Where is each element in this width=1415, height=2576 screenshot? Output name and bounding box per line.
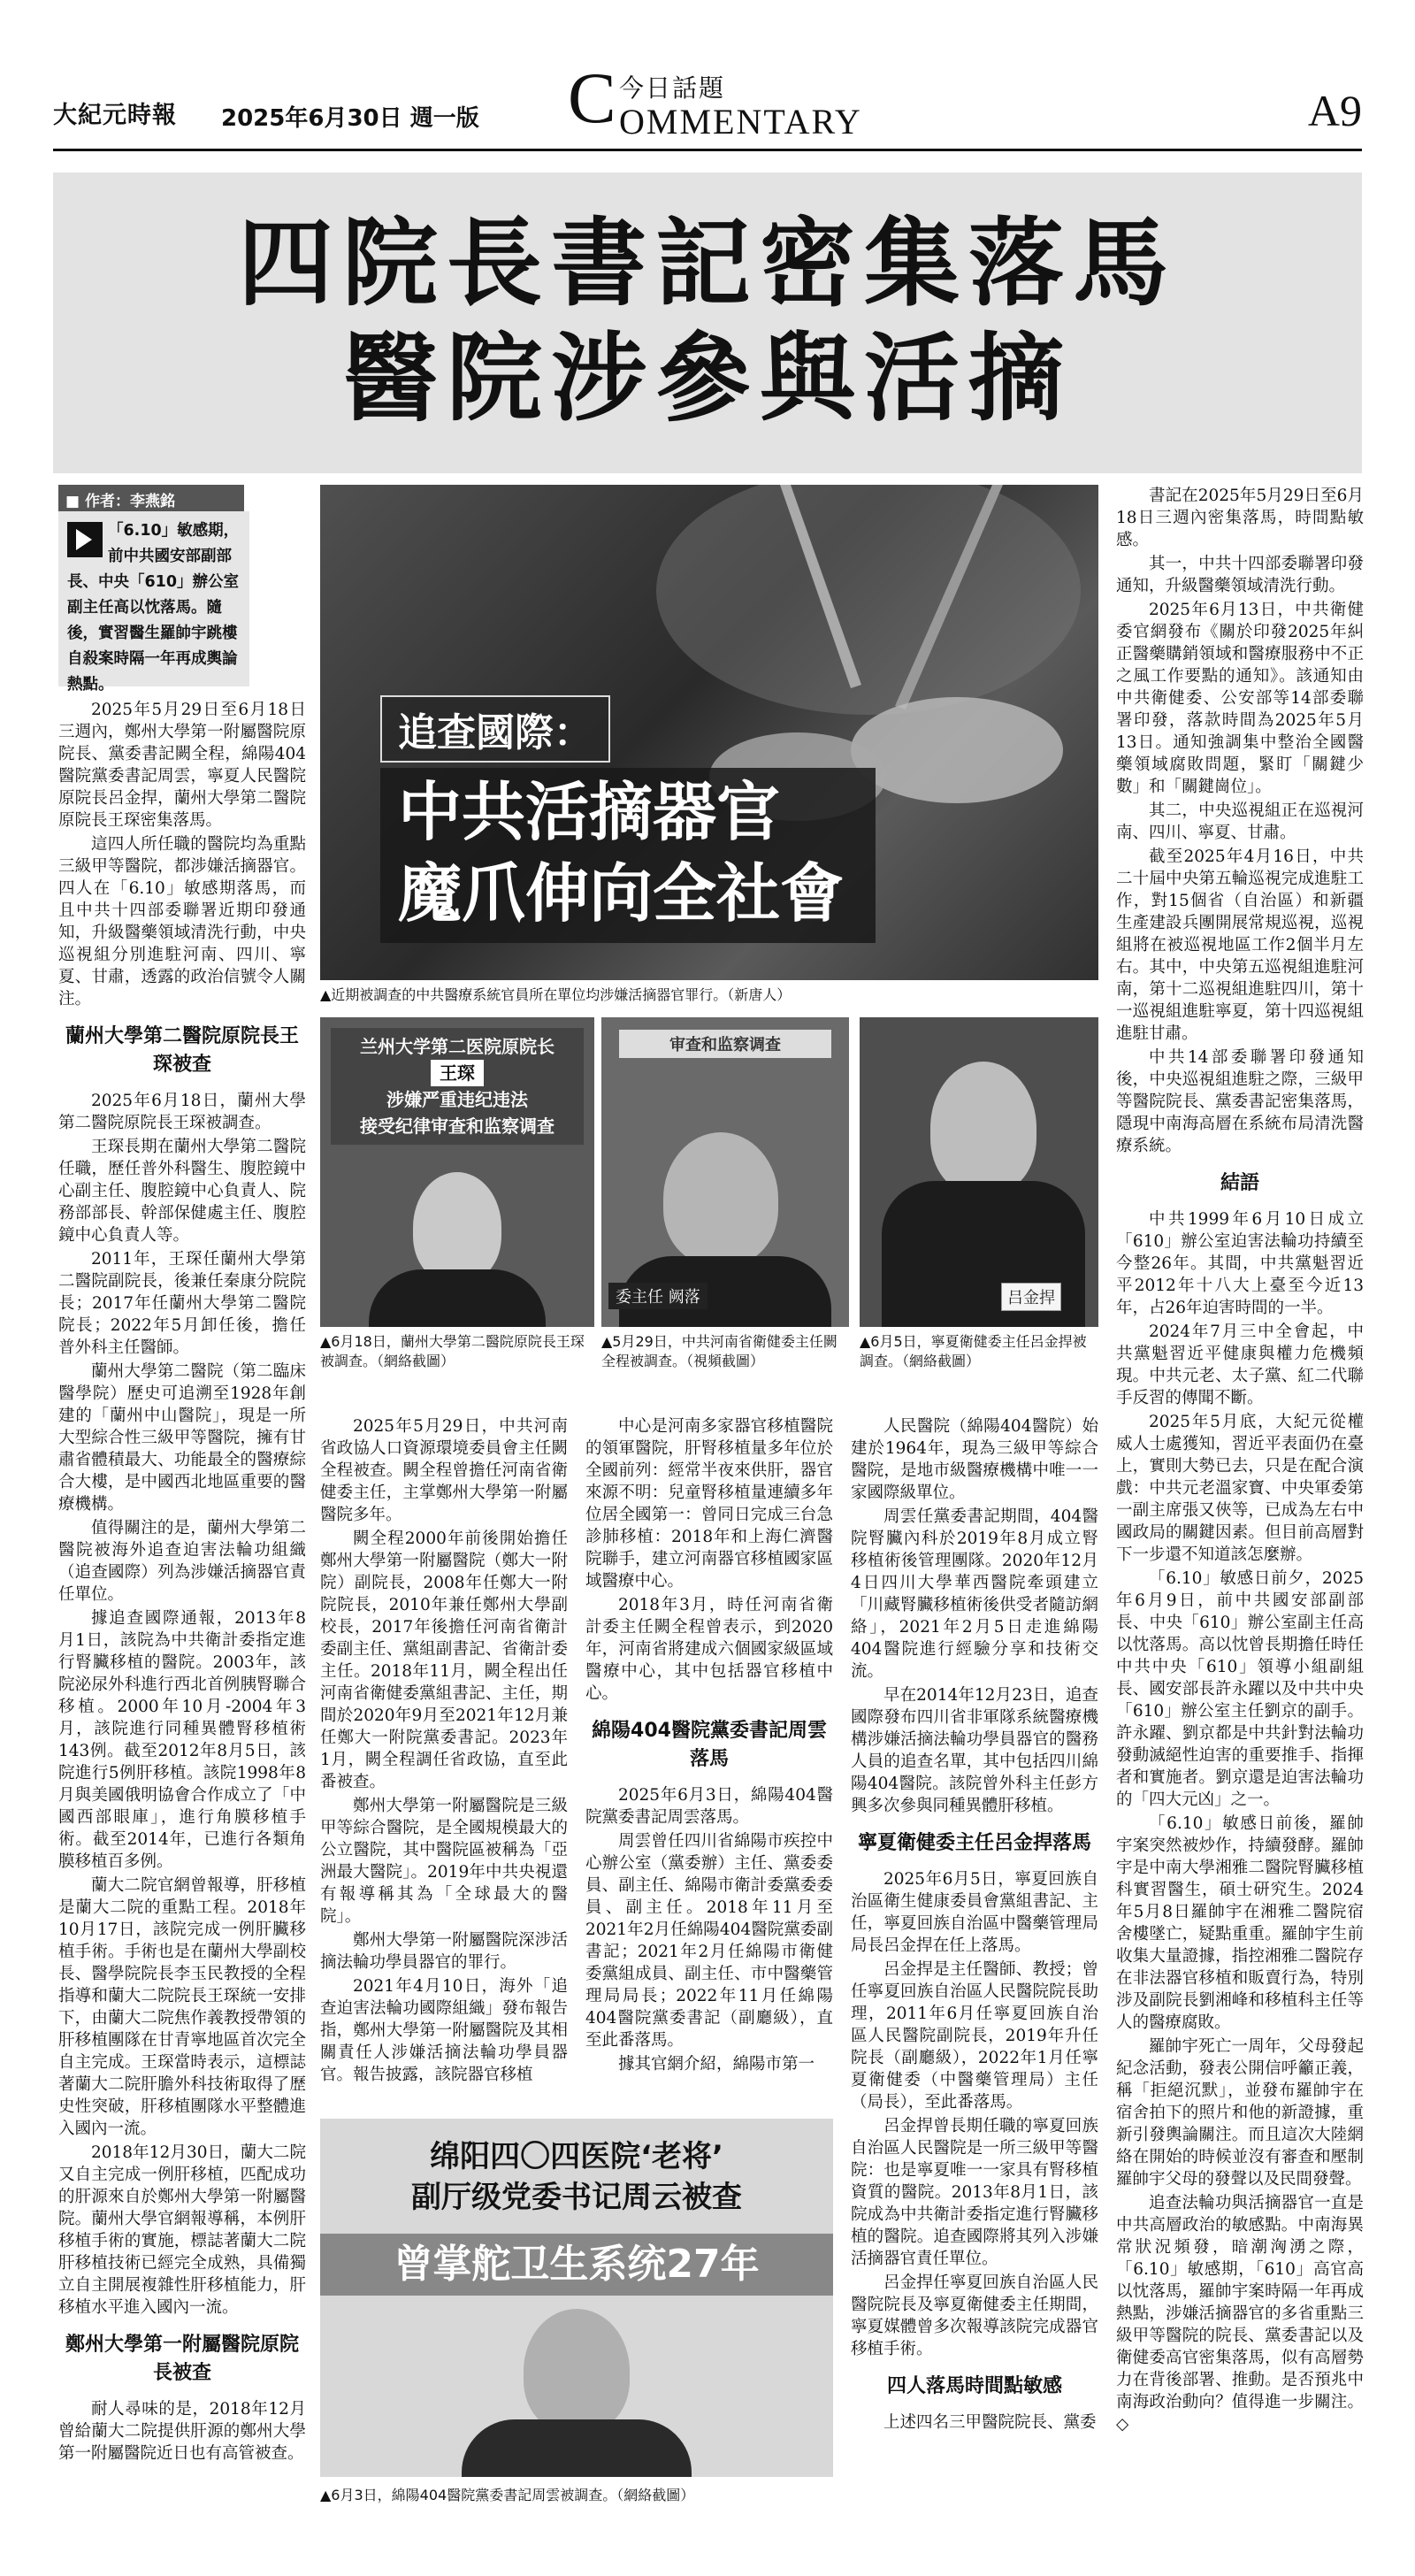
photo-caption: ▲6月3日，綿陽404醫院黨委書記周雲被調查。（網絡截圖） (320, 2487, 695, 2503)
paragraph: 2025年6月18日，蘭州大學第二醫院原院長王琛被調查。 (58, 1092, 306, 1132)
headline-line-1: 四院長書記密集落馬 (237, 208, 1177, 319)
page-number: A9 (1307, 86, 1362, 135)
paragraph: 鄭州大學第一附屬醫院深涉活摘法輪功學員器官的罪行。 (320, 1931, 568, 1972)
lead-text: 「6.10」敏感期，前中共國安部副部長、中央「610」辦公室副主任高以忱落馬。隨後，實習醫生羅帥宇跳樓自殺案時隔一年再成輿論熱點。 (67, 522, 240, 694)
surgery-light (656, 485, 1081, 715)
banner-name: 王琛 (431, 1060, 484, 1086)
paragraph: 耐人尋味的是，2018年12月曾給蘭大二院提供肝源的鄭州大學第一附屬醫院近日也有高管被查。 (58, 2400, 306, 2463)
newspaper-name: 大紀元時報 (53, 102, 177, 129)
banner-line: 涉嫌严重违纪违法 (386, 1089, 528, 1110)
paragraph: 書記在2025年5月29日至6月18日三週內密集落馬，時間點敏感。 (1116, 487, 1364, 549)
section-name-en: OMMENTARY (619, 102, 862, 142)
paragraph: 人民醫院（綿陽404醫院）始建於1964年，現為三級甲等綜合醫院，是地市級醫療機構中唯一一家國際級單位。 (851, 1417, 1098, 1502)
paragraph: 周雲曾任四川省綿陽市疾控中心辦公室（黨委辦）主任、黨委委員、副主任、綿陽市衛計委黨委委員、副主任。2018年11月至2021年2月任綿陽404醫院黨委副書記；2021年2月任綿陽市衛健委黨組成員、副主任、市中醫藥管理局局長；2022年11月任綿陽404醫院黨委書記（副廳級），直至此番落馬。 (585, 1832, 833, 2050)
photo-que-quancheng (601, 1017, 849, 1327)
paragraph: 羅帥宇死亡一周年，父母發起紀念活動，發表公開信呼籲正義，稱「拒絕沉默」，並發布羅帥宇在宿舍拍下的照片和他的新證據，重新引發輿論關注。而且這次大陸網絡在開始的時候並沒有審查和壓制羅帥宇父母的發聲以及民間發聲。 (1116, 2037, 1364, 2189)
subheading: 四人落馬時間點敏感 (886, 2375, 1062, 2397)
banner-line: 兰州大学第二医院原院长 (360, 1036, 555, 1057)
subheading: 結語 (1220, 1172, 1259, 1194)
paragraph: 呂金捍是主任醫師、教授；曾任寧夏回族自治區人民醫院院長助理，2011年6月任寧夏回族自治區人民醫院副院長，2019年升任院長（副廳級），2022年1月任寧夏衛健委（中醫藥管理局）主任（局長），至此番落馬。 (851, 1960, 1098, 2112)
issue-date: 2025年6月30日 週一版 (221, 105, 479, 132)
photo-caption: ▲5月29日，中共河南省衛健委主任闕全程被調查。（視頻截圖） (601, 1333, 838, 1369)
paragraph: 2025年5月29日，中共河南省政協人口資源環境委員會主任闕全程被查。闕全程曾擔任河南省衛健委主任，主掌鄭州大學第一附屬醫院多年。 (320, 1417, 568, 1524)
paragraph: 早在2014年12月23日，追查國際發布四川省非軍隊系統醫療機構涉嫌活摘法輪功學員器官的醫務人員的追查名單，其中包括四川綿陽404醫院。該院曾外科主任彭方興多次參與同種異體肝移植。 (851, 1686, 1098, 1815)
paragraph: 2024年7月三中全會起，中共黨魁習近平健康與權力危機頻現。中共元老、太子黨、紅二代聯手反習的傳聞不斷。 (1116, 1322, 1364, 1407)
paragraph: 鄭州大學第一附屬醫院是三級甲等綜合醫院，是全國規模最大的公立醫院，其中醫院區被稱為「亞洲最大醫院」。2019年中共央視還有報導稱其為「全球最大的醫院」。 (320, 1797, 568, 1926)
paragraph: 2018年3月，時任河南省衛計委主任闕全程曾表示，到2020年，河南省將建成六個國家級區域醫療中心，其中包括器官移植中心。 (585, 1596, 833, 1703)
subheading: 寧夏衛健委主任呂金捍落馬 (857, 1832, 1091, 1854)
portrait-face (524, 2309, 630, 2433)
article-column-1 (58, 699, 306, 2466)
photo-banner (331, 1028, 584, 1145)
paragraph: 其二，中央巡視組正在巡視河南、四川、寧夏、甘肅。 (1116, 801, 1364, 842)
portrait-face (413, 1172, 501, 1283)
paragraph: 上述四名三甲醫院院長、黨委 (883, 2413, 1097, 2432)
paragraph: 「6.10」敏感日前夕，2025年6月9日，前中共國安部副部長、中央「610」辦公室副主任高以忱落馬。高以忱曾長期擔任時任中共中央「610」領導小組副組長、國安部長許永躍以及中共中央「610」辦公室主任劉京的副手。許永躍、劉京都是中共針對法輪功發動滅絕性迫害的重要推手、指揮者和實施者。劉京還是迫害法輪功的「四大元凶」之一。 (1116, 1569, 1364, 1809)
article-column-4 (851, 1415, 1098, 2435)
article-column-5 (1116, 485, 1364, 2437)
name-plate: 委主任 阙落 (608, 1283, 708, 1309)
photo-wang-chen (320, 1017, 594, 1327)
photo-title-line: 绵阳四〇四医院‘老将’ (430, 2139, 723, 2174)
photo-title (380, 768, 876, 943)
paragraph: 王琛長期在蘭州大學第二醫院任職，歷任普外科醫生、腹腔鏡中心副主任、腹腔鏡中心負責人、院務部部長、幹部保健處主任、腹腔鏡中心負責人等。 (58, 1138, 306, 1245)
paragraph: 周雲任黨委書記期間，404醫院腎臟內科於2019年8月成立腎移植術後管理團隊。2020年12月4日四川大學華西醫院牽頭建立「川藏腎臟移植術後供受者隨訪網絡」，2021年2月5日走進綿陽404醫院進行經驗分享和技術交流。 (851, 1507, 1098, 1681)
paragraph: 其一，中共十四部委聯署印發通知，升級醫藥領域清洗行動。 (1116, 555, 1364, 595)
photo-caption: ▲6月5日，寧夏衛健委主任呂金捍被調查。（網絡截圖） (860, 1333, 1087, 1369)
paragraph: 2021年4月10日，海外「追查迫害法輪功國際組織」發布報告指，鄭州大學第一附屬醫院及其相關責任人涉嫌活摘法輪功學員器官。報告披露，該院器官移植 (320, 1977, 568, 2084)
paragraph: 2025年6月5日，寧夏回族自治區衛生健康委員會黨組書記、主任，寧夏回族自治區中醫藥管理局局長呂金捍在任上落馬。 (851, 1870, 1098, 1955)
photo-caption: ▲6月18日，蘭州大學第二醫院原院長王琛被調查。（網絡截圖） (320, 1333, 585, 1369)
paragraph: 中共1999年6月10日成立「610」辦公室迫害法輪功持續至今整26年。其間，中共黨魁習近平2012年十八大上臺至今近13年，占26年迫害時間的一半。 (1116, 1210, 1364, 1317)
paragraph: 2025年6月13日，中共衛健委官網發布《關於印發2025年糾正醫藥購銷領域和醫療服務中不正之風工作要點的通知》。該通知由中共衛健委、公安部等14部委聯署印發，落款時間為2025年5月13日。通知強調集中整治全國醫藥領域腐敗問題，緊盯「關鍵少數」和「關鍵崗位」。 (1116, 601, 1364, 796)
paragraph: 蘭大二院官網曾報導，肝移植是蘭大二院的重點工程。2018年10月17日，該院完成一例肝臟移植手術。手術也是在蘭州大學副校長、醫學院院長李玉民教授的全程指導和蘭大二院院長王琛統一安排下，由蘭大二院焦作義教授帶領的肝移植團隊在甘青寧地區首次完全自主完成。王琛當時表示，這標誌著蘭大二院肝膽外科技術取得了歷史性突破，肝移植團隊水平整體進入國內一流。 (58, 1876, 306, 2138)
photo-title-line: 副厅级党委书记周云被查 (411, 2180, 742, 2215)
photo-title-line: 魔爪伸向全社會 (398, 856, 845, 931)
banner-line: 接受纪律审查和监察调查 (360, 1116, 555, 1137)
name-plate: 吕金捍 (1001, 1283, 1061, 1311)
photo-band: 曾掌舵卫生系统27年 (320, 2234, 833, 2296)
paragraph: 呂金捍任寧夏回族自治區人民醫院院長及寧夏衛健委主任期間，寧夏媒體曾多次報導該院完成器官移植手術。 (851, 2273, 1098, 2358)
paragraph: 呂金捍曾長期任職的寧夏回族自治區人民醫院是一所三級甲等醫院：也是寧夏唯一一家具有腎移植資質的醫院。2013年8月1日，該院成為中共衛計委指定進行腎臟移植的醫院。追查國際將其列入涉嫌活摘器官責任單位。 (851, 2117, 1098, 2268)
paragraph: 追查法輪功與活摘器官一直是中共高層政治的敏感點。中南海異常狀況頻發，暗潮洶湧之際，「6.10」敏感期，「610」高官高以忱落馬，羅帥宇案時隔一年再成熱點，涉嫌活摘器官的多省重點三級甲等醫院的院長、黨委書記以及衛健委高官密集落馬，似有高層勢力在背後部署、推動。是否預兆中南海政治動向？值得進一步關注。◇ (1116, 2194, 1364, 2434)
main-photo (320, 485, 1098, 980)
author-byline: ■ 作者：李燕銘 (58, 485, 244, 511)
paragraph: 「6.10」敏感日前後，羅帥宇案突然被炒作，持續發酵。羅帥宇是中南大學湘雅二醫院腎臟移植科實習醫生，碩士研究生。2024年5月8日羅帥宇在湘雅二醫院宿舍樓墜亡，疑點重重。羅帥宇生前收集大量證據，指控湘雅二醫院存在非法器官移植和販賣行為，特別涉及副院長劉湘峰和移植科主任等人的醫療腐敗。 (1116, 1814, 1364, 2032)
section-name-cn: 今日話題 (619, 73, 726, 103)
paragraph: 2025年5月29日至6月18日三週內，鄭州大學第一附屬醫院原院長、黨委書記闕全程，綿陽404醫院黨委書記周雲，寧夏人民醫院原院長呂金捍，蘭州大學第二醫院原院長王琛密集落馬。 (58, 701, 306, 830)
section-logo (568, 58, 948, 142)
photo-zhou-yun (320, 2119, 833, 2477)
portrait-suit (369, 1269, 546, 1327)
photo-banner: 审查和监察调查 (619, 1030, 831, 1058)
paragraph: 值得關注的是，蘭州大學第二醫院被海外追查迫害法輪功組織（追查國際）列為涉嫌活摘器官責任單位。 (58, 1519, 306, 1604)
paragraph: 蘭州大學第二醫院（第二臨床醫學院）歷史可追溯至1928年創建的「蘭州中山醫院」，現是一所大型綜合性三級甲等醫院，擁有甘肅省體積最大、功能最全的醫療綜合大樓，是中國西北地區重要的醫療機構。 (58, 1362, 306, 1514)
portrait-face (930, 1062, 1036, 1194)
paragraph: 截至2025年4月16日，中共二十屆中央第五輪巡視完成進駐工作，對15個省（自治區）和新疆生產建設兵團開展常規巡視，巡視組將在被巡視地區工作2個半月左右。其中，中央第五巡視組進駐河南，第十二巡視組進駐四川，第十一巡視組進駐寧夏，第十四巡視組進駐甘肅。 (1116, 847, 1364, 1043)
arrow-icon (67, 522, 103, 557)
photo-title-line: 中共活摘器官 (398, 775, 781, 849)
photo-lv-jinhan (860, 1017, 1098, 1327)
paragraph: 中共14部委聯署印發通知後，中央巡視組進駐之際，三級甲等醫院院長、黨委書記密集落馬，隱現中南海高層在系統布局清洗醫療系統。 (1116, 1048, 1364, 1155)
headline-line-2: 醫院涉參與活摘 (341, 323, 1073, 434)
paragraph: 闕全程2000年前後開始擔任鄭州大學第一附屬醫院（鄭大一附院）副院長，2008年任鄭大一附院院長，2010年兼任鄭州大學副校長，2017年後擔任河南省衛計委副主任、黨組副書記、省衛計委主任。2018年11月，闕全程出任河南省衛健委黨組書記、主任，期間於2020年9月至2021年12月兼任鄭大一附院黨委書記。2023年1月，闕全程調任省政協，直至此番被查。 (320, 1530, 568, 1791)
main-photo-caption: ▲近期被調查的中共醫療系統官員所在單位均涉嫌活摘器官罪行。（新唐人） (320, 986, 792, 1003)
page-header (53, 58, 1362, 142)
headline-block (53, 172, 1362, 473)
paragraph: 據追查國際通報，2013年8月1日，該院為中共衛計委指定進行腎臟移植的醫院。2003年，該院泌尿外科進行西北首例胰腎聯合移植。2000年10月-2004年3月，該院進行同種異體腎移植術143例。截至2012年8月5日，該院進行5例肝移植。該院1998年8月與美國俄明協會合作成立了「中國西部眼庫」，進行角膜移植手術。截至2014年，已進行各類角膜移植百多例。 (58, 1609, 306, 1871)
subheading: 鄭州大學第一附屬醫院原院長被查 (65, 2334, 299, 2384)
photo-tag: 追查國際： (380, 695, 610, 763)
header-rule (53, 149, 1362, 151)
subheading: 蘭州大學第二醫院原院長王琛被查 (65, 1025, 299, 1076)
paragraph: 2018年12月30日，蘭大二院又自主完成一例肝移植，匹配成功的肝源來自於鄭州大學第一附屬醫院。蘭州大學官網報導稱，本例肝移植手術的實施，標誌著蘭大二院肝移植技術已經完全成熟，具備獨立自主開展複雜性肝移植能力，肝移植水平進入國內一流。 (58, 2143, 306, 2317)
photo-title (320, 2136, 833, 2218)
paragraph: 據其官網介紹，綿陽市第一 (618, 2055, 815, 2074)
portrait-face (663, 1132, 778, 1265)
article-column-3 (585, 1415, 833, 2077)
paragraph: 2025年6月3日，綿陽404醫院黨委書記周雲落馬。 (585, 1786, 833, 1827)
paragraph: 2011年，王琛任蘭州大學第二醫院副院長，後兼任秦康分院院長；2017年任蘭州大學第二醫院院長；2022年5月卸任後，擔任普外科主任醫師。 (58, 1250, 306, 1357)
logo-letter: C (568, 58, 616, 138)
portrait-suit (462, 2419, 692, 2477)
lead-summary (58, 511, 249, 694)
paragraph: 2025年5月底，大紀元從權威人士處獲知，習近平表面仍在臺上，實則大勢已去，只是在配合演戲：中共元老溫家寶、中央軍委第一副主席張又俠等，已成為左右中國政局的關鍵因素。但目前高層對下一步還不知道該怎麼辦。 (1116, 1413, 1364, 1564)
paragraph: 中心是河南多家器官移植醫院的領軍醫院，肝腎移植量多年位於全國前列：經常半夜來供肝，器官來源不明：兒童腎移植量連續多年位居全國第一：曾同日完成三台急診肺移植：2018年和上海仁濟醫院聯手，建立河南器官移植國家區域醫療中心。 (585, 1417, 833, 1591)
article-column-2 (320, 1415, 568, 2088)
subheading: 綿陽404醫院黨委書記周雲落馬 (592, 1720, 827, 1770)
paragraph: 這四人所任職的醫院均為重點三級甲等醫院，都涉嫌活摘器官。四人在「6.10」敏感期落馬，而且中共十四部委聯署近期印發通知，升級醫藥領域清洗行動，中央巡視組分別進駐河南、四川、寧夏、甘肅，透露的政治信號令人關注。 (58, 835, 306, 1008)
